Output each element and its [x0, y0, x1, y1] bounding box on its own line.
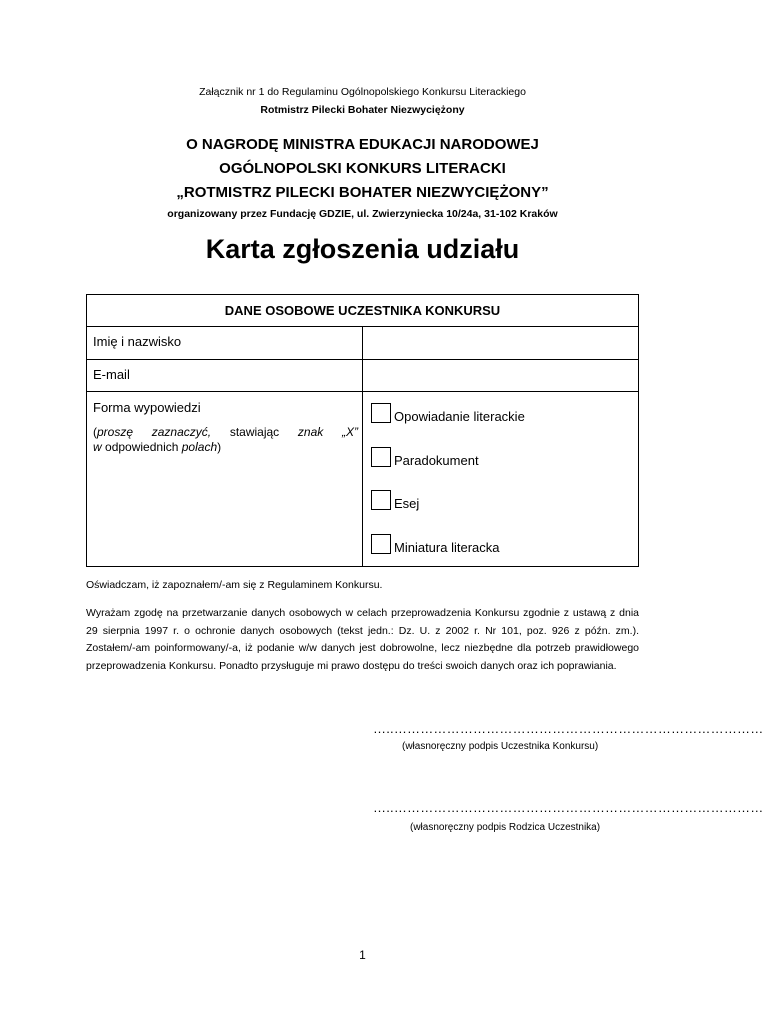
parent-signature-caption: (własnoręczny podpis Rodzica Uczestnika)	[410, 822, 601, 833]
form-type-label: Forma wypowiedzi	[93, 400, 201, 415]
page-title: Karta zgłoszenia udziału	[205, 234, 520, 264]
section-header: DANE OSOBOWE UCZESTNIKA KONKURSU	[224, 303, 501, 318]
checkbox-miniatura[interactable]	[371, 534, 391, 554]
form-type-instruction: (proszę zaznaczyć, stawiając znak „X” w odpowiednich polach)	[93, 425, 358, 454]
option-label: Opowiadanie literackie	[394, 409, 525, 424]
option-miniatura[interactable]	[371, 530, 500, 554]
checkbox-paradokument[interactable]	[371, 447, 391, 467]
heading-line-3: „ROTMISTRZ PILECKI BOHATER NIEZWYCIĘŻONY”	[176, 184, 549, 201]
option-paradokument[interactable]	[371, 443, 479, 467]
email-label: E-mail	[93, 367, 130, 382]
section-header-row	[87, 295, 638, 327]
registration-form-table	[86, 294, 639, 567]
page-number: 1	[359, 948, 366, 962]
name-label: Imię i nazwisko	[93, 334, 182, 349]
option-esej[interactable]	[371, 486, 419, 510]
checkbox-esej[interactable]	[371, 490, 391, 510]
heading-line-1: O NAGRODĘ MINISTRA EDUKACJI NARODOWEJ	[186, 136, 539, 153]
parent-signature-line: …..…………………………………………………………………………	[373, 800, 763, 815]
option-label: Paradokument	[394, 453, 479, 468]
data-consent-paragraph: Wyrażam zgodę na przetwarzanie danych osobowych w celach przeprowadzenia Konkursu zgodnie z ustawą z dnia 29 sierpnia 1997 r. o ochronie danych osobowych (tekst jedn.: Dz. U. z 2002 r. Nr 101, poz. 926 z późn. zm.). Zostałem/-am poinformowany/-a, iż podanie w/w danych jest dobrowolne, lecz niezbędne dla potrzeb prawidłowego przeprowadzenia Konkursu. Ponadto przysługuje mi prawo dostępu do treści swoich danych oraz ich poprawiania.	[86, 607, 639, 672]
participant-signature-caption: (własnoręczny podpis Uczestnika Konkursu)	[402, 741, 599, 752]
participant-signature-line: …..…………………………………………………………………………	[373, 721, 763, 736]
option-label: Miniatura literacka	[394, 540, 500, 555]
option-opowiadanie[interactable]	[371, 399, 525, 423]
checkbox-opowiadanie[interactable]	[371, 403, 391, 423]
option-label: Esej	[394, 496, 420, 511]
name-field[interactable]	[363, 327, 638, 359]
annex-line: Załącznik nr 1 do Regulaminu Ogólnopolskiego Konkursu Literackiego	[199, 86, 526, 98]
email-field[interactable]	[363, 360, 638, 391]
column-divider	[362, 327, 363, 566]
annex-subtitle: Rotmistrz Pilecki Bohater Niezwyciężony	[260, 104, 465, 116]
regulations-statement: Oświadczam, iż zapoznałem/-am się z Regulaminem Konkursu.	[86, 579, 383, 591]
organizer-line: organizowany przez Fundację GDZIE, ul. Zwierzyniecka 10/24a, 31-102 Kraków	[167, 208, 558, 220]
heading-line-2: OGÓLNOPOLSKI KONKURS LITERACKI	[219, 160, 506, 177]
